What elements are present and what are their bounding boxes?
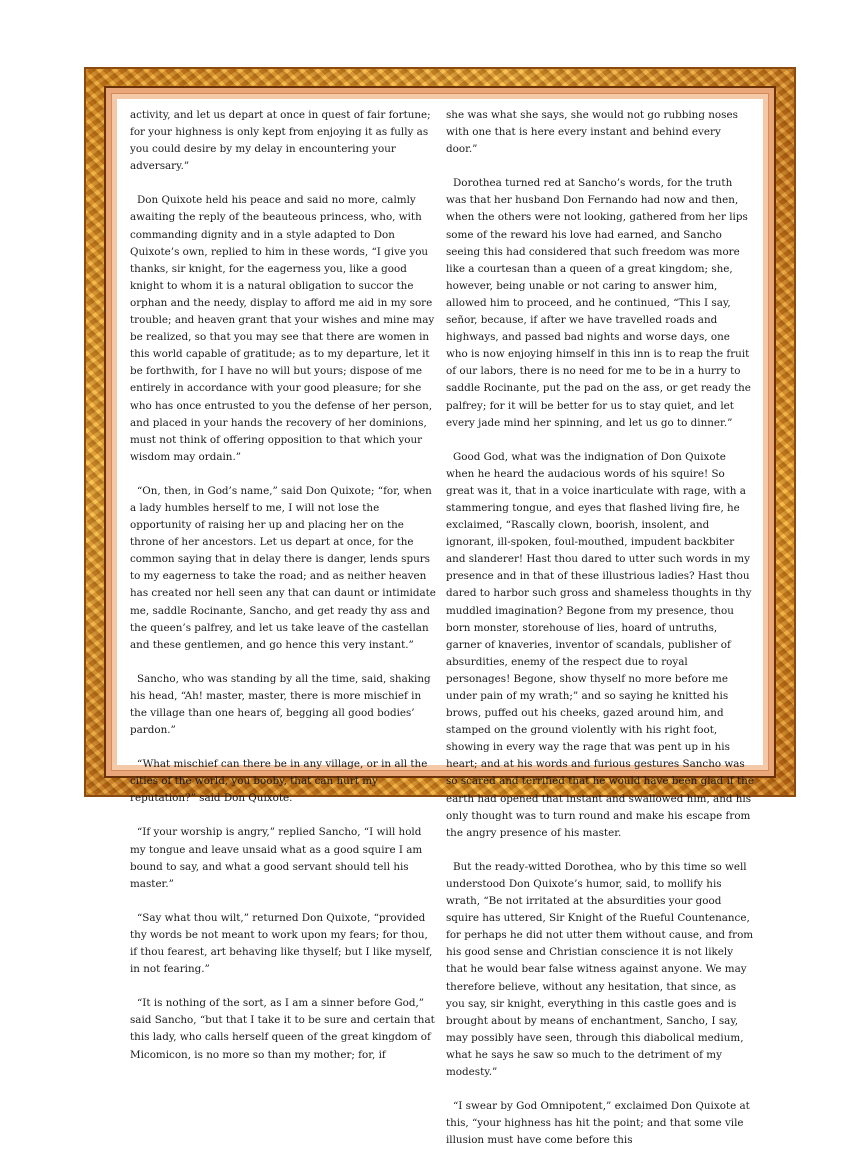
- book-page: [117, 99, 763, 1147]
- paragraph: Good God, what was the indignation of Don Quixote when he heard the audacious words of his squire! So great was it, that in a voice inarticulate with rage, with a stammering tongue, and eyes that flashed living fire, he exclaimed, “Rascally clown, boorish, insolent, and ignorant, ill-spoken, foul-mouthed, impudent backbiter and slanderer! Hast thou dared to utter such words in my presence and in that of these illustrious ladies? Hast thou dared to harbor such gross and shameless thoughts in thy muddled imagination? Begone from my presence, thou born monster, storehouse of lies, hoard of untruths, garner of knaveries, inventor of scandals, publisher of absurdities, enemy of the respect due to royal personages! Begone, show thyself no more before me under pain of my wrath;” and so saying he knitted his brows, puffed out his cheeks, gazed around him, and stamped on the ground violently with his right foot, showing in every way the rage that was pent up in his heart; and at his words and furious gestures Sancho was so scared and terrified that he would have been glad if the earth had opened that instant and swallowed him, and his only thought was to turn round and make his escape from the angry presence of his master.: [446, 450, 754, 839]
- frame-inner-border: [104, 86, 776, 1147]
- paragraph: “Say what thou wilt,” returned Don Quixote, “provided thy words be not meant to work upon my fears; for thou, if thou fearest, art behaving like thyself; but I like myself, in not fearing.”: [130, 911, 433, 976]
- paragraph: “On, then, in God’s name,” said Don Quixote; “for, when a lady humbles herself to me, I will not lose the opportunity of raising her up and placing her on the throne of her ancestors. Let us depart at once, for the common saying that in delay there is danger, lends spurs to my eagerness to take the road; and as neither heaven has created nor hell seen any that can daunt or intimidate me, saddle Rocinante, Sancho, and get ready thy ass and the queen’s palfrey, and let us take leave of the castellan and these gentlemen, and go hence this very instant.”: [130, 484, 436, 651]
- left-text-column: [130, 107, 438, 1081]
- right-text-column: [446, 107, 754, 1166]
- paragraph: Sancho, who was standing by all the time, said, shaking his head, “Ah! master, master, there is more mischief in the village than one hears of, begging all good bodies’ pardon.”: [130, 672, 431, 737]
- paragraph: “It is nothing of the sort, as I am a sinner before God,” said Sancho, “but that I take it to be sure and certain that this lady, who calls herself queen of the great kingdom of Micomicon, is no more so than my mother; for, if: [130, 997, 435, 1061]
- paragraph: she was what she says, she would not go rubbing noses with one that is here every instant and behind every door.”: [446, 109, 738, 156]
- paragraph: But the ready-witted Dorothea, who by this time so well understood Don Quixote’s humor, said, to mollify his wrath, “Be not irritated at the absurdities your good squire has uttered, Sir Knight of the Rueful Countenance, for perhaps he did not utter them without cause, and from his good sense and Christian conscience it is not likely that he would bear false witness against anyone. We may therefore believe, without any hesitation, that since, as you say, sir knight, everything in this castle goes and is brought about by means of enchantment, Sancho, I say, may possibly have seen, through this diabolical medium, what he says he saw so much to the detriment of my modesty.”: [446, 860, 754, 1078]
- paragraph: “I swear by God Omnipotent,” exclaimed Don Quixote at this, “your highness has hit the point; and that some vile illusion must have come before this: [446, 1100, 750, 1147]
- paragraph: “If your worship is angry,” replied Sancho, “I will hold my tongue and leave unsaid what as a good squire I am bound to say, and what a good servant should tell his master.”: [130, 826, 423, 890]
- gilded-picture-frame: [84, 67, 796, 1147]
- paragraph: Dorothea turned red at Sancho’s words, for the truth was that her husband Don Fernando had now and then, when the others were not looking, gathered from her lips some of the reward his love had earned, and Sancho seeing this had considered that such freedom was more like a courtesan than a queen of a great kingdom; she, however, being unable or not caring to answer him, allowed him to proceed, and he continued, “This I say, señor, because, if after we have travelled roads and highways, and passed bad nights and worse days, one who is now enjoying himself in this inn is to reap the fruit of our labors, there is no need for me to be in a hurry to saddle Rocinante, put the pad on the ass, or get ready the palfrey; for it will be better for us to stay quiet, and let every jade mind her spinning, and let us go to dinner.”: [446, 177, 751, 429]
- frame-mat: [111, 93, 769, 1147]
- paragraph: activity, and let us depart at once in quest of fair fortune; for your highness is only kept from enjoying it as fully as you could desire by my delay in encountering your adversary.”: [130, 109, 431, 173]
- paragraph: Don Quixote held his peace and said no more, calmly awaiting the reply of the beauteous princess, who, with commanding dignity and in a style adapted to Don Quixote’s own, replied to him in these words, “I give you thanks, sir knight, for the eagerness you, like a good knight to whom it is a natural obligation to succor the orphan and the needy, display to afford me aid in my sore trouble; and heaven grant that your wishes and mine may be realized, so that you may see that there are women in this world capable of gratitude; as to my departure, let it be forthwith, for I have no will but yours; dispose of me entirely in accordance with your good pleasure; for she who has once entrusted to you the defense of her person, and placed in your hands the recovery of her dominions, must not think of offering opposition to that which your wisdom may ordain.”: [130, 194, 435, 463]
- paragraph: “What mischief can there be in any village, or in all the cities of the world, you booby, that can hurt my reputation?” said Don Quixote.: [130, 758, 428, 805]
